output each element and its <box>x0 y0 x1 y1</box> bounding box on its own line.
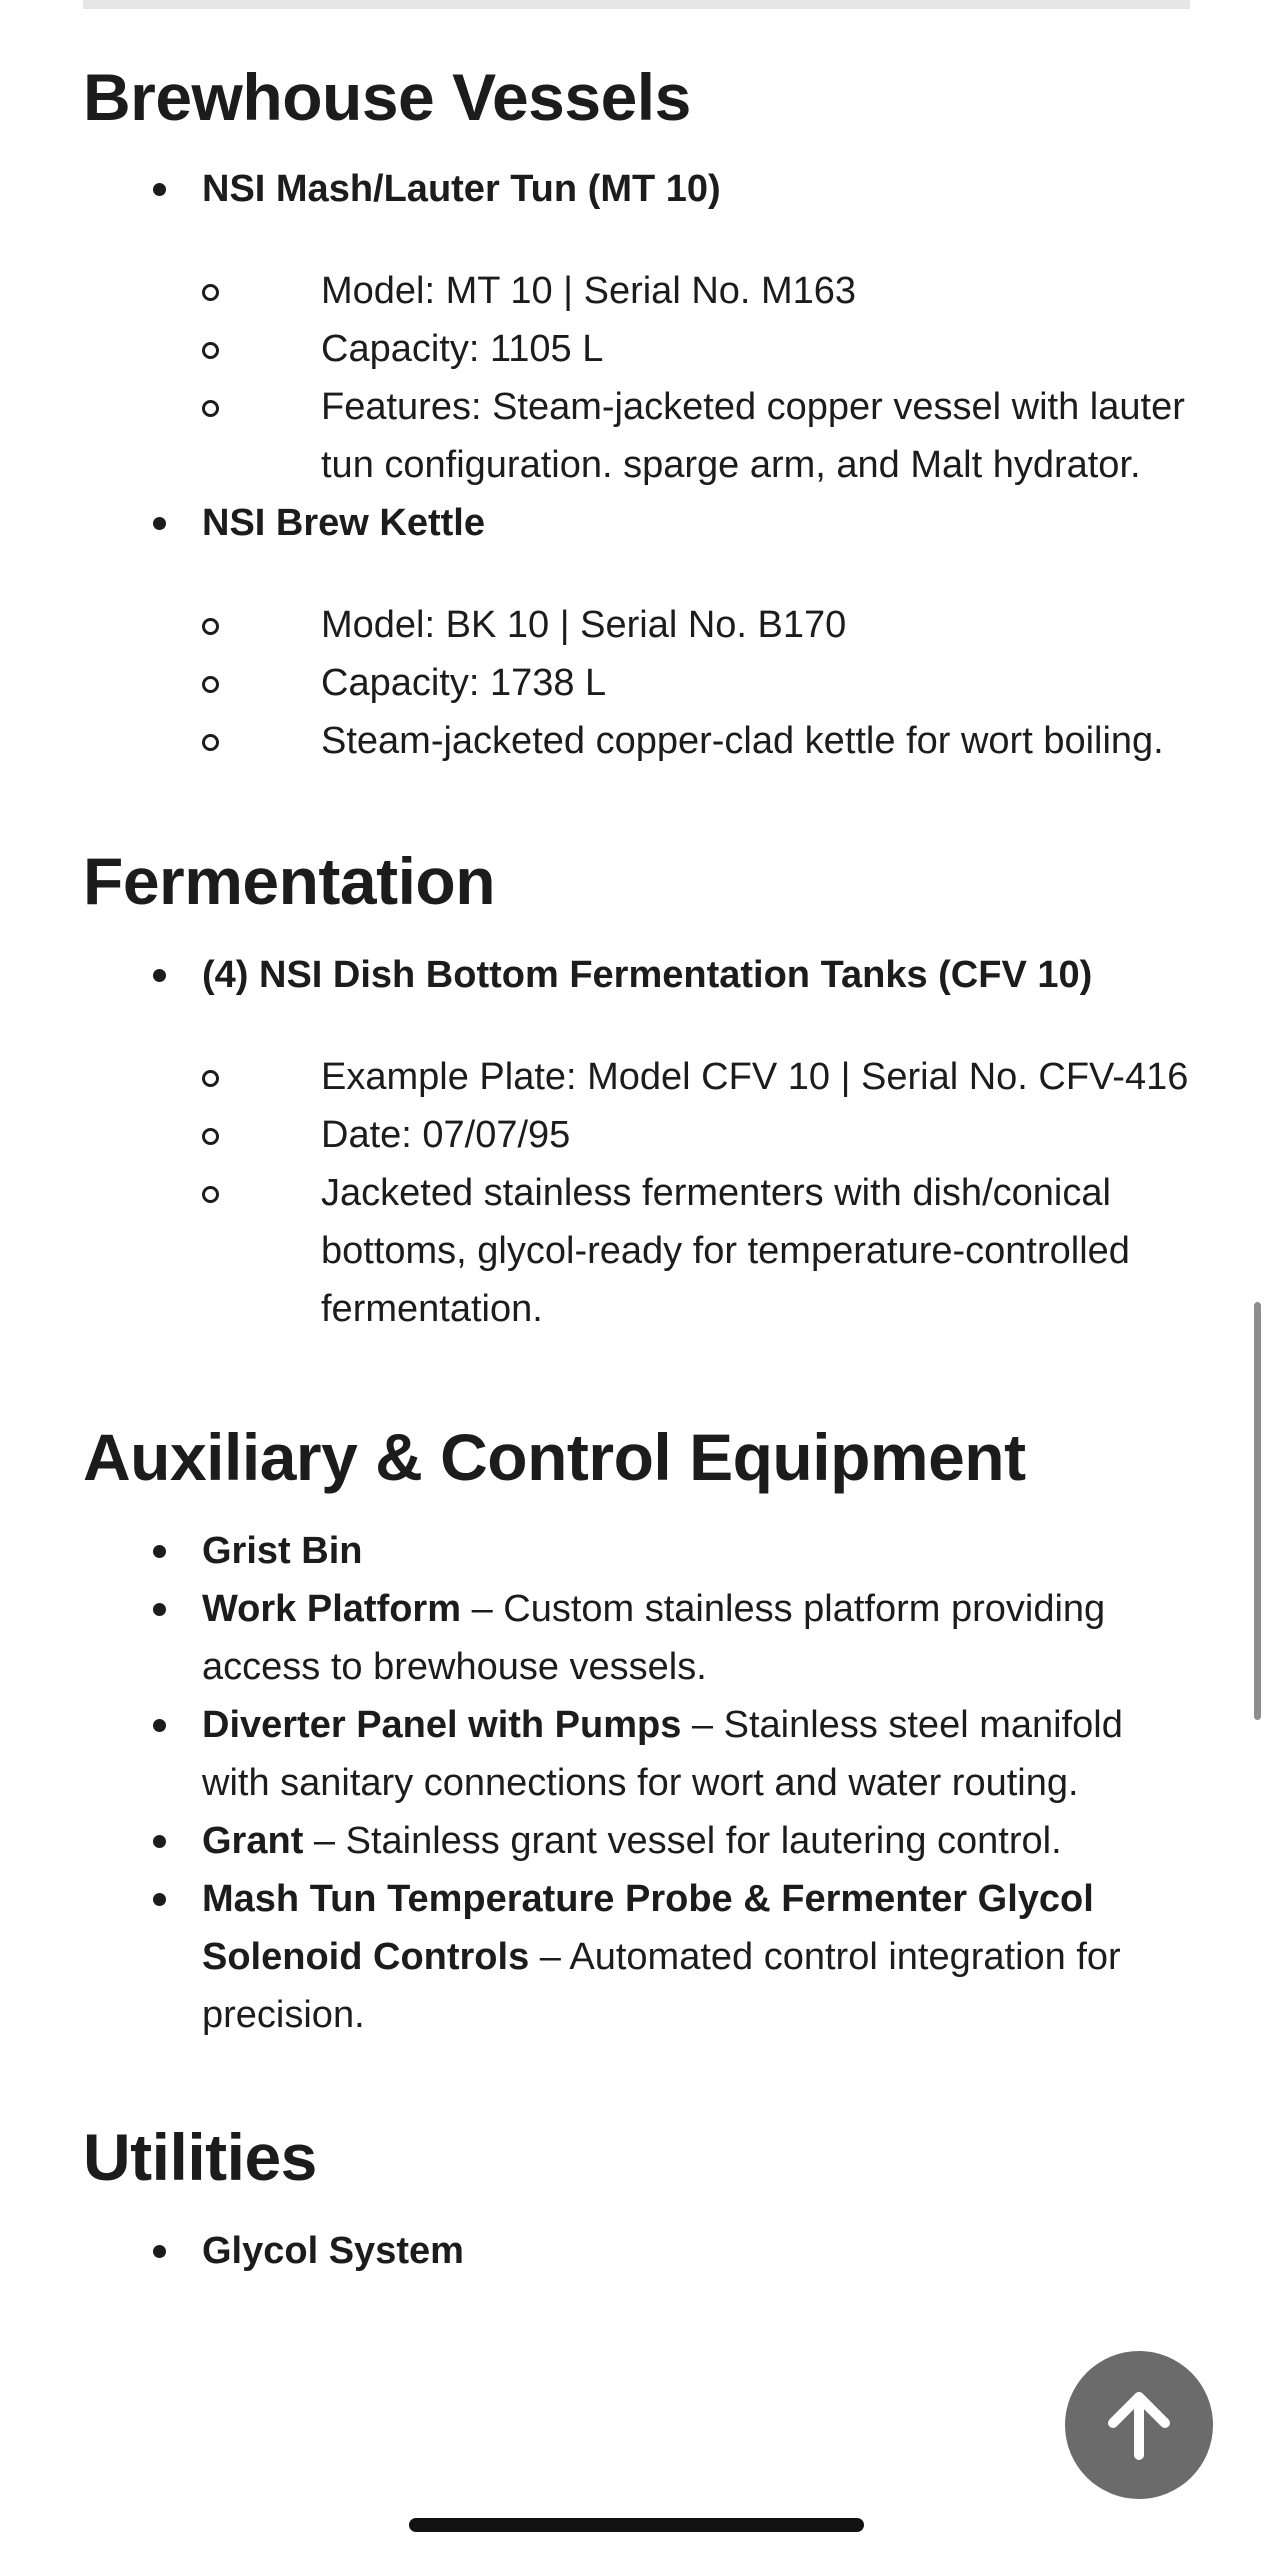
detail-item: Features: Steam-jacketed copper vessel with lauter tun configuration. sparge arm, and Malt hydrator. <box>202 378 1193 494</box>
item-name: Glycol System <box>202 2230 464 2272</box>
item-name: (4) NSI Dish Bottom Fermentation Tanks (CFV 10) <box>202 954 1093 996</box>
section-title: Auxiliary & Control Equipment <box>83 1420 1026 1494</box>
detail-list <box>202 1048 1193 1338</box>
equipment-list <box>83 946 1193 1338</box>
article-content <box>83 52 1193 2280</box>
equipment-list <box>83 2222 1193 2280</box>
list-item <box>83 1696 1193 1812</box>
list-item <box>83 160 1193 494</box>
list-item <box>83 946 1193 1338</box>
item-name: NSI Brew Kettle <box>202 502 485 544</box>
item-name: Work Platform <box>202 1588 462 1630</box>
item-description: – Custom stainless platform providing access to brewhouse vessels. <box>202 1588 1106 1688</box>
scrollbar-thumb[interactable] <box>1254 1302 1261 1720</box>
section-fermentation <box>83 836 1193 1338</box>
scroll-to-top-button[interactable] <box>1065 2351 1213 2499</box>
section-utilities <box>83 2112 1193 2280</box>
list-item <box>83 1522 1193 1580</box>
detail-item: Steam-jacketed copper-clad kettle for wort boiling. <box>202 712 1193 770</box>
item-description: – Automated control integration for precision. <box>202 1936 1121 2036</box>
list-item <box>83 1812 1193 1870</box>
detail-item: Capacity: 1105 L <box>202 320 1193 378</box>
detail-item: Jacketed stainless fermenters with dish/conical bottoms, glycol-ready for temperature-controlled fermentation. <box>202 1164 1193 1338</box>
detail-item: Date: 07/07/95 <box>202 1106 1193 1164</box>
section-title: Brewhouse Vessels <box>83 60 691 134</box>
detail-item: Example Plate: Model CFV 10 | Serial No. CFV-416 <box>202 1048 1193 1106</box>
detail-list <box>202 262 1193 494</box>
item-name: Mash Tun Temperature Probe & Fermenter Glycol Solenoid Controls <box>202 1878 1094 1978</box>
equipment-list <box>83 160 1193 770</box>
divider <box>83 0 1190 9</box>
list-item <box>83 494 1193 770</box>
detail-item: Capacity: 1738 L <box>202 654 1193 712</box>
detail-list <box>202 596 1193 770</box>
list-item <box>83 1870 1193 2044</box>
section-brewhouse-vessels <box>83 52 1193 770</box>
item-name: Grist Bin <box>202 1530 363 1572</box>
list-item <box>83 2222 1193 2280</box>
detail-item: Model: BK 10 | Serial No. B170 <box>202 596 1193 654</box>
detail-item: Model: MT 10 | Serial No. M163 <box>202 262 1193 320</box>
equipment-list <box>83 1522 1193 2044</box>
home-indicator <box>409 2518 864 2532</box>
arrow-up-icon <box>1101 2387 1177 2463</box>
item-description: – Stainless grant vessel for lautering control. <box>303 1820 1062 1862</box>
item-name: Grant <box>202 1820 304 1862</box>
item-name: Diverter Panel with Pumps <box>202 1704 682 1746</box>
list-item <box>83 1580 1193 1696</box>
section-auxiliary-control <box>83 1412 1193 2044</box>
item-name: NSI Mash/Lauter Tun (MT 10) <box>202 168 721 210</box>
section-title: Fermentation <box>83 844 496 918</box>
section-title: Utilities <box>83 2120 317 2194</box>
item-description: – Stainless steel manifold with sanitary connections for wort and water routing. <box>202 1704 1123 1804</box>
